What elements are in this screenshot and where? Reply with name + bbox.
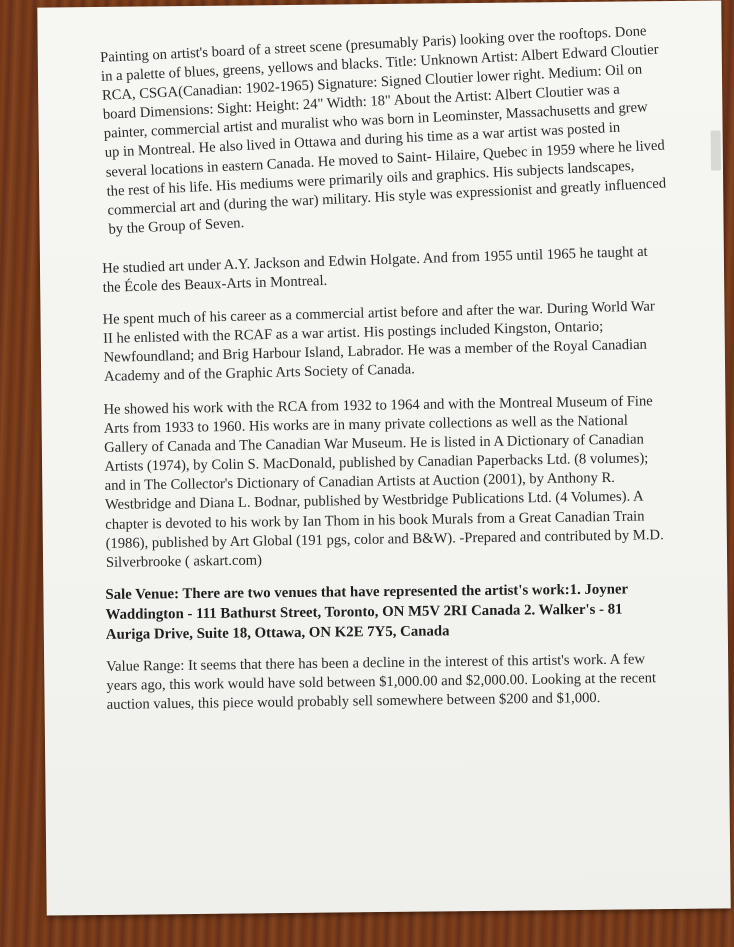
paragraph-exhibitions: He showed his work with the RCA from 1932 to 1964 and with the Montreal Museum of Fine Arts from 1933 to 1960. His works are in many private collections as well as the National Gallery of Canada and The Canadian War Museum. He is listed in A Dictionary of Canadian Artists (1974), by Colin S. MacDonald, published by Canadian Paperbacks Ltd. (8 volumes); and in The Collector's Dictionary of Canadian Artists at Auction (2001), by Anthony R. Westbridge and Diana L. Bodnar, published by Westbridge Publications Ltd. (4 Volumes). A chapter is devoted to his work by Ian Thom in his book Murals from a Great Canadian Train (1986), published by Art Global (191 pgs, color and B&W). -Prepared and contributed by M.D. Silverbrooke ( askart.com) <box>103 392 664 571</box>
paper-clip-edge <box>711 130 721 170</box>
document-body <box>99 23 667 728</box>
paper-sheet <box>37 0 730 915</box>
paragraph-education: He studied art under A.Y. Jackson and Edwin Holgate. And from 1955 until 1965 he taught at the École des Beaux-Arts in Montreal. <box>101 243 648 296</box>
paragraph-description: Painting on artist's board of a street scene (presumably Paris) looking over the rooftops. Done in a palette of blues, greens, yellows and blacks. Title: Unknown Artist: Albert Edward Cloutier RCA, CSGA(Canadian: 1902-1965) Signature: Signed Cloutier lower right. Medium: Oil on board Dimensions: Sight: Height: 24" Width: 18" About the Artist: Albert Cloutier was a painter, commercial artist and muralist who was born in Leominster, Massachusetts and grew up in Montreal. He also lived in Ottawa and during his time as a war artist was posted in several locations in eastern Canada. He moved to Saint- Hilaire, Quebec in 1959 where he lived the rest of his life. His mediums were primarily oils and graphics. His subjects landscapes, commercial art and (during the war) military. His style was expressionist and greatly influenced by the Group of Seven. <box>99 23 667 238</box>
paragraph-sale-venue: Sale Venue: There are two venues that have represented the artist's work:1. Joyner Waddington - 111 Bathurst Street, Toronto, ON M5V 2RI Canada 2. Walker's - 81 Auriga Drive, Suite 18, Ottawa, ON K2E 7Y5, Canada <box>105 581 628 644</box>
paragraph-value-range: Value Range: It seems that there has been a decline in the interest of this artist's work. A few years ago, this work would have sold between $1,000.00 and $2,000.00. Looking at the recent auction values, this piece would probably sell somewhere between $200 and $1,000. <box>106 651 657 714</box>
paragraph-career: He spent much of his career as a commercial artist before and after the war. During World War II he enlisted with the RCAF as a war artist. His postings included Kingston, Ontario; Newfoundland; and Brig Harbour Island, Labrador. He was a member of the Royal Canadian Academy and of the Graphic Arts Society of Canada. <box>102 298 655 386</box>
